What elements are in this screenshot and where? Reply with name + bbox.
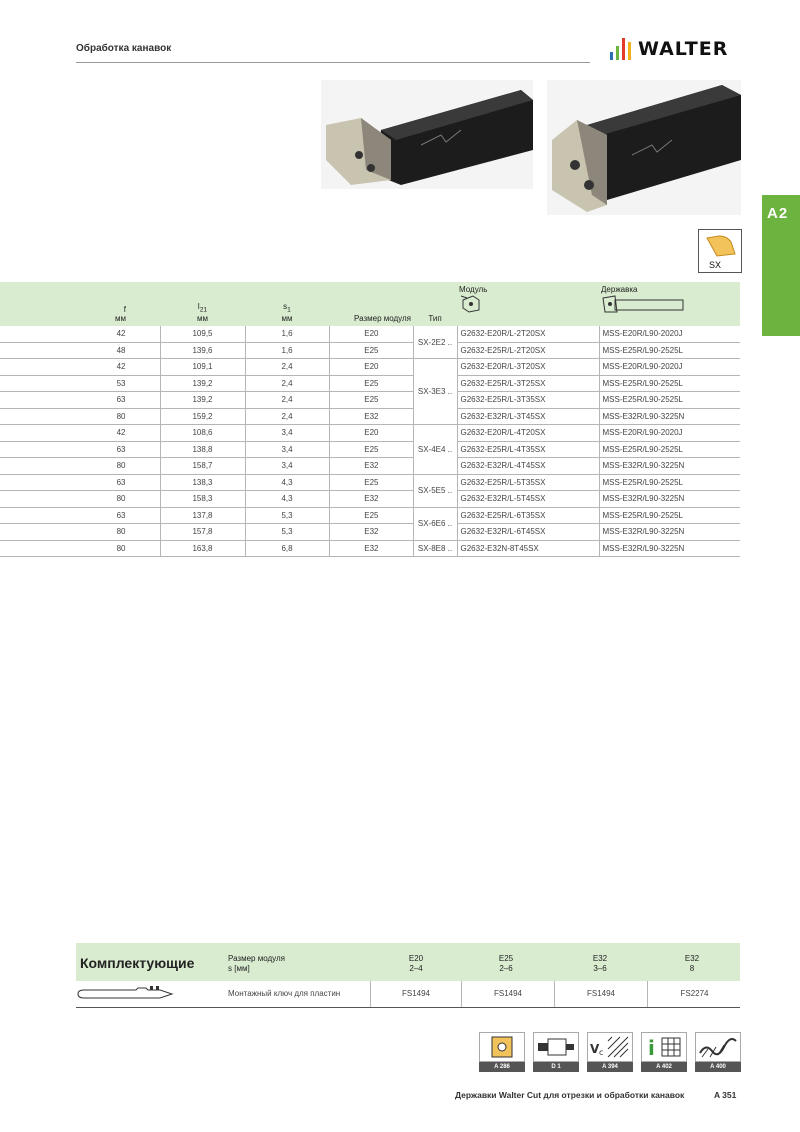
cell-f: 42 xyxy=(0,425,160,442)
footer-title: Державки Walter Cut для отрезки и обработки канавок xyxy=(455,1090,685,1100)
cell-s1: 2,4 xyxy=(245,359,329,376)
torque-key-icon xyxy=(76,986,176,1002)
walter-logo xyxy=(606,38,742,60)
cell-module: G2632-E32N-8T45SX xyxy=(457,540,599,557)
header-divider xyxy=(76,62,590,63)
table-row xyxy=(0,392,740,409)
cell-module: G2632-E32R/L-5T45SX xyxy=(457,491,599,508)
product-photo-right xyxy=(547,80,741,215)
cell-module-size: E25 xyxy=(329,507,413,524)
cell-module: G2632-E20R/L-2T20SX xyxy=(457,326,599,342)
accessories-col-4 xyxy=(662,954,722,974)
logo-text: WALTER xyxy=(638,38,729,60)
table-row xyxy=(0,540,740,557)
holder-icon xyxy=(601,294,685,314)
cell-module-size: E25 xyxy=(329,342,413,359)
page-section-title: Обработка канавок xyxy=(76,43,172,54)
accessories-size-label xyxy=(228,954,285,974)
col-s1-unit: мм xyxy=(281,314,293,323)
cell-holder: MSS-E25R/L90-2525L xyxy=(599,507,740,524)
cell-f: 80 xyxy=(0,458,160,475)
accessories-col-3-size: E32 xyxy=(592,954,608,963)
table-row xyxy=(0,507,740,524)
cell-type: SX-5E5 .. xyxy=(413,474,457,507)
cell-l21: 108,6 xyxy=(160,425,245,442)
cell-holder: MSS-E25R/L90-2525L xyxy=(599,392,740,409)
cell-module-size: E32 xyxy=(329,491,413,508)
cell-l21: 139,2 xyxy=(160,392,245,409)
col-header-module xyxy=(457,282,599,326)
cell-f: 42 xyxy=(0,326,160,342)
table-row xyxy=(0,375,740,392)
accessories-col-4-size: E32 xyxy=(684,954,700,963)
module-icon xyxy=(459,294,487,314)
cell-l21: 158,7 xyxy=(160,458,245,475)
cell-module-size: E25 xyxy=(329,392,413,409)
cutting-data-icon xyxy=(587,1032,633,1062)
table-row xyxy=(0,326,740,342)
col-s1-sub: 1 xyxy=(287,307,291,314)
cell-module: G2632-E32R/L-6T45SX xyxy=(457,524,599,541)
cell-s1: 2,4 xyxy=(245,375,329,392)
cell-module: G2632-E25R/L-4T35SX xyxy=(457,441,599,458)
tool-holder-icon xyxy=(533,1032,579,1062)
accessories-col-1-range: 2–4 xyxy=(409,964,423,973)
cell-module-size: E25 xyxy=(329,441,413,458)
cell-holder: MSS-E25R/L90-2525L xyxy=(599,342,740,359)
chapter-tab[interactable] xyxy=(762,195,800,336)
col-type-label: Тип xyxy=(428,314,442,323)
col-header-l21 xyxy=(160,282,245,326)
insert-icon xyxy=(479,1032,525,1062)
accessories-col-2 xyxy=(476,954,536,974)
cell-l21: 159,2 xyxy=(160,408,245,425)
cell-f: 80 xyxy=(0,524,160,541)
col-l21-label: l xyxy=(197,302,200,312)
table-row xyxy=(0,491,740,508)
cell-l21: 139,2 xyxy=(160,375,245,392)
cell-s1: 1,6 xyxy=(245,342,329,359)
cell-s1: 2,4 xyxy=(245,408,329,425)
accessories-header xyxy=(76,943,740,981)
table-row xyxy=(0,408,740,425)
cell-module-size: E32 xyxy=(329,408,413,425)
cell-module: G2632-E25R/L-3T35SX xyxy=(457,392,599,409)
cell-module-size: E32 xyxy=(329,524,413,541)
cell-holder: MSS-E32R/L90-3225N xyxy=(599,540,740,557)
cell-type: SX-2E2 .. xyxy=(413,326,457,359)
cell-l21: 139,6 xyxy=(160,342,245,359)
nav-info-link[interactable] xyxy=(641,1032,687,1072)
table-header-row xyxy=(0,282,740,326)
table-row xyxy=(0,425,740,442)
cell-module-size: E20 xyxy=(329,359,413,376)
svg-text:i: i xyxy=(648,1036,655,1060)
table-row xyxy=(0,342,740,359)
col-module-size-label: Размер модуля xyxy=(354,314,411,323)
nav-cutting-data-tag: A 394 xyxy=(587,1062,633,1072)
col-module-label: Модуль xyxy=(459,285,488,294)
cell-holder: MSS-E25R/L90-2525L xyxy=(599,474,740,491)
logo-bars-icon xyxy=(606,38,636,60)
accessories-row xyxy=(76,981,740,1008)
cell-module: G2632-E20R/L-3T20SX xyxy=(457,359,599,376)
cell-f: 53 xyxy=(0,375,160,392)
cell-type: SX-3E3 .. xyxy=(413,359,457,425)
table-row xyxy=(0,458,740,475)
cell-module-size: E25 xyxy=(329,375,413,392)
cell-module-size: E32 xyxy=(329,540,413,557)
accessories-item-name: Монтажный ключ для пластин xyxy=(228,989,341,998)
accessories-value-3: FS1494 xyxy=(554,981,647,1007)
cell-l21: 158,3 xyxy=(160,491,245,508)
cell-holder: MSS-E25R/L90-2525L xyxy=(599,375,740,392)
cell-s1: 2,4 xyxy=(245,392,329,409)
table-row xyxy=(0,524,740,541)
table-row xyxy=(0,359,740,376)
cell-holder: MSS-E32R/L90-3225N xyxy=(599,408,740,425)
chapter-tab-label: A2 xyxy=(767,205,789,222)
col-f-label: f xyxy=(123,305,126,314)
product-photo-left xyxy=(321,80,533,189)
cell-f: 63 xyxy=(0,507,160,524)
cell-s1: 3,4 xyxy=(245,441,329,458)
page-number: A 351 xyxy=(714,1090,737,1100)
accessories-value-4: FS2274 xyxy=(647,981,741,1007)
cell-s1: 4,3 xyxy=(245,491,329,508)
cell-holder: MSS-E20R/L90-2020J xyxy=(599,359,740,376)
accessories-section xyxy=(76,943,740,1008)
cell-module: G2632-E25R/L-2T20SX xyxy=(457,342,599,359)
cell-module: G2632-E32R/L-3T45SX xyxy=(457,408,599,425)
cell-module-size: E20 xyxy=(329,326,413,342)
cell-f: 80 xyxy=(0,408,160,425)
table-row xyxy=(0,441,740,458)
cell-f: 63 xyxy=(0,474,160,491)
nav-cutting-data-link[interactable] xyxy=(587,1032,633,1072)
cell-l21: 137,8 xyxy=(160,507,245,524)
cell-f: 42 xyxy=(0,359,160,376)
nav-tool-holder-link[interactable] xyxy=(533,1032,579,1072)
cell-type: SX-8E8 .. xyxy=(413,540,457,557)
accessories-col-3-range: 3–6 xyxy=(593,964,607,973)
nav-wear-tag: A 400 xyxy=(695,1062,741,1072)
cell-module-size: E25 xyxy=(329,474,413,491)
cell-module: G2632-E25R/L-6T35SX xyxy=(457,507,599,524)
cell-s1: 5,3 xyxy=(245,524,329,541)
cell-l21: 138,8 xyxy=(160,441,245,458)
cell-l21: 163,8 xyxy=(160,540,245,557)
col-holder-label: Державка xyxy=(601,285,638,294)
accessories-col-1 xyxy=(386,954,446,974)
cell-holder: MSS-E20R/L90-2020J xyxy=(599,425,740,442)
cell-type: SX-6E6 .. xyxy=(413,507,457,540)
cell-s1: 3,4 xyxy=(245,425,329,442)
accessories-col-2-range: 2–6 xyxy=(499,964,513,973)
accessories-title: Комплектующие xyxy=(80,955,195,971)
wear-icon xyxy=(695,1032,741,1062)
cell-l21: 109,5 xyxy=(160,326,245,342)
table-row xyxy=(0,474,740,491)
cell-module: G2632-E25R/L-3T25SX xyxy=(457,375,599,392)
cell-s1: 4,3 xyxy=(245,474,329,491)
cell-f: 80 xyxy=(0,540,160,557)
cell-s1: 5,3 xyxy=(245,507,329,524)
cell-holder: MSS-E25R/L90-2525L xyxy=(599,441,740,458)
cell-holder: MSS-E32R/L90-3225N xyxy=(599,458,740,475)
col-header-holder xyxy=(599,282,740,326)
cell-s1: 3,4 xyxy=(245,458,329,475)
sx-insert-icon xyxy=(698,229,742,273)
col-header-module-size xyxy=(329,282,413,326)
cell-type: SX-4E4 .. xyxy=(413,425,457,475)
accessories-col-2-size: E25 xyxy=(498,954,514,963)
nav-info-tag: A 402 xyxy=(641,1062,687,1072)
cell-f: 80 xyxy=(0,491,160,508)
svg-text:c: c xyxy=(599,1048,604,1057)
accessories-sublabel-2: s [мм] xyxy=(228,964,250,973)
col-header-type xyxy=(413,282,457,326)
nav-insert-tag: A 286 xyxy=(479,1062,525,1072)
accessories-col-4-range: 8 xyxy=(689,964,695,973)
accessories-sublabel-1: Размер модуля xyxy=(228,954,285,963)
cell-f: 48 xyxy=(0,342,160,359)
col-header-f xyxy=(0,282,160,326)
cell-module-size: E20 xyxy=(329,425,413,442)
info-icon xyxy=(641,1032,687,1062)
sx-insert-label: SX xyxy=(709,260,722,270)
accessories-value-1: FS1494 xyxy=(370,981,461,1007)
cell-module: G2632-E20R/L-4T20SX xyxy=(457,425,599,442)
accessories-col-1-size: E20 xyxy=(408,954,424,963)
col-f-unit: мм xyxy=(115,314,126,323)
svg-text:V: V xyxy=(590,1042,600,1056)
product-table xyxy=(0,282,740,557)
cell-module: G2632-E25R/L-5T35SX xyxy=(457,474,599,491)
nav-tool-holder-tag: D 1 xyxy=(533,1062,579,1072)
col-header-s1 xyxy=(245,282,329,326)
cell-f: 63 xyxy=(0,441,160,458)
cell-s1: 1,6 xyxy=(245,326,329,342)
cell-holder: MSS-E20R/L90-2020J xyxy=(599,326,740,342)
cell-f: 63 xyxy=(0,392,160,409)
nav-insert-link[interactable] xyxy=(479,1032,525,1072)
cell-module-size: E32 xyxy=(329,458,413,475)
cell-l21: 138,3 xyxy=(160,474,245,491)
cell-holder: MSS-E32R/L90-3225N xyxy=(599,524,740,541)
col-s1-label: s xyxy=(283,302,288,312)
cell-holder: MSS-E32R/L90-3225N xyxy=(599,491,740,508)
cell-l21: 157,8 xyxy=(160,524,245,541)
cell-s1: 6,8 xyxy=(245,540,329,557)
nav-wear-link[interactable] xyxy=(695,1032,741,1072)
accessories-col-3 xyxy=(570,954,630,974)
cell-module: G2632-E32R/L-4T45SX xyxy=(457,458,599,475)
col-l21-unit: мм xyxy=(197,314,208,323)
cell-l21: 109,1 xyxy=(160,359,245,376)
col-l21-sub: 21 xyxy=(199,307,208,314)
accessories-value-2: FS1494 xyxy=(461,981,554,1007)
